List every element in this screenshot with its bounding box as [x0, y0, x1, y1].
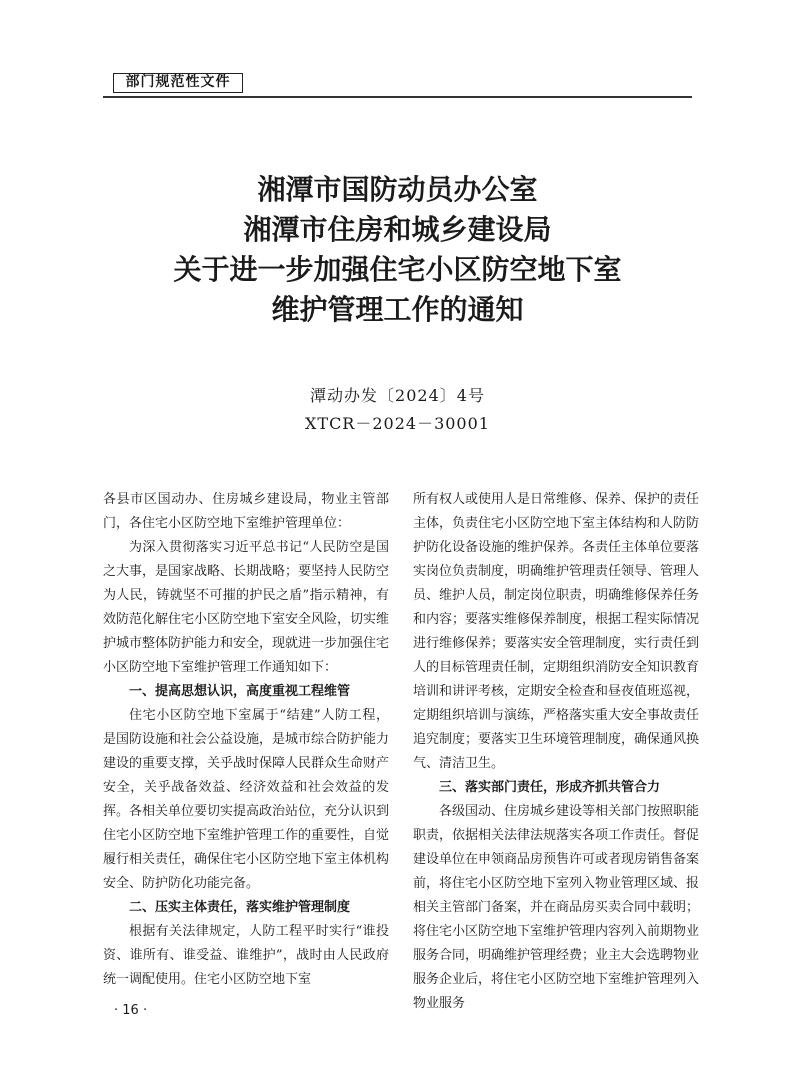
document-number-block	[103, 382, 692, 438]
section-2-heading: 二、压实主体责任，落实维护管理制度	[129, 900, 351, 915]
page-number: · 16 ·	[114, 1003, 148, 1018]
section-1-heading: 一、提高思想认识，高度重视工程维管	[129, 684, 351, 699]
section-3-heading: 三、落实部门责任，形成齐抓共管合力	[439, 780, 661, 795]
title-line: 维护管理工作的通知	[271, 293, 524, 326]
section-2-body-continued: 所有权人或使用人是日常维修、保养、保护的责任主体，负责住宅小区防空地下室主体结构和人防防护防化设备设施的维护保养。各责任主体单位要落实岗位负责制度，明确维护管理责任领导、管理人员、维护人员，制定岗位职责，明确维修保养任务和内容；要落实维修保养制度，根据工程实际情况进行维修保养；要落实安全管理制度，实行责任到人的目标管理责任制，定期组织消防安全知识教育培训和讲评考核，定期安全检查和昼夜值班巡视，定期组织培训与演练，严格落实重大安全事故责任追究制度；要落实卫生环境管理制度，确保通风换气、清洁卫生。	[413, 492, 700, 771]
title-line: 关于进一步加强住宅小区防空地下室	[173, 253, 622, 286]
section-3-body: 各级国动、住房城乡建设等相关部门按照职能职责，依据相关法律法规落实各项工作责任。督促建设单位在申领商品房预售许可或者现房销售备案前，将住宅小区防空地下室列入物业管理区域、报相关主管部门备案，并在商品房买卖合同中载明；将住宅小区防空地下室维护管理内容列入前期物业服务合同，明确维护管理经费；业主大会选聘物业服务企业后，将住宅小区防空地下室维护管理列入物业服务	[413, 804, 700, 1011]
header-divider	[103, 96, 692, 98]
salutation: 各县市区国动办、住房城乡建设局，物业主管部门，各住宅小区防空地下室维护管理单位：	[103, 492, 389, 531]
right-column	[413, 488, 699, 1016]
intro-paragraph: 为深入贯彻落实习近平总书记“人民防空是国之大事，是国家战略、长期战略；要坚持人民防空为人民，铸就坚不可摧的护民之盾”指示精神，有效防范化解住宅小区防空地下室安全风险，切实维护城市整体防护能力和安全，现就进一步加强住宅小区防空地下室维护管理工作通知如下：	[103, 540, 390, 675]
section-1-body: 住宅小区防空地下室属于“结建”人防工程，是国防设施和社会公益设施，是城市综合防护能力建设的重要支撑，关乎战时保障人民群众生命财产安全，关乎战备效益、经济效益和社会效益的发挥。各相关单位要切实提高政治站位，充分认识到住宅小区防空地下室维护管理工作的重要性，自觉履行相关责任，确保住宅小区防空地下室主体机构安全、防护防化功能完备。	[103, 708, 390, 891]
left-column	[103, 488, 389, 992]
document-number: 潭动办发〔2024〕4号	[310, 386, 485, 405]
title-line: 湘潭市住房和城乡建设局	[243, 213, 552, 246]
document-category-tag: 部门规范性文件	[113, 73, 243, 93]
section-2-body: 根据有关法律规定，人防工程平时实行“谁投资、谁所有、谁受益、谁维护”，战时由人民政府统一调配使用。住宅小区防空地下室	[103, 924, 389, 987]
document-title	[103, 170, 692, 330]
title-line: 湘潭市国防动员办公室	[257, 173, 538, 206]
document-code: XTCR－2024－30001	[305, 414, 490, 433]
